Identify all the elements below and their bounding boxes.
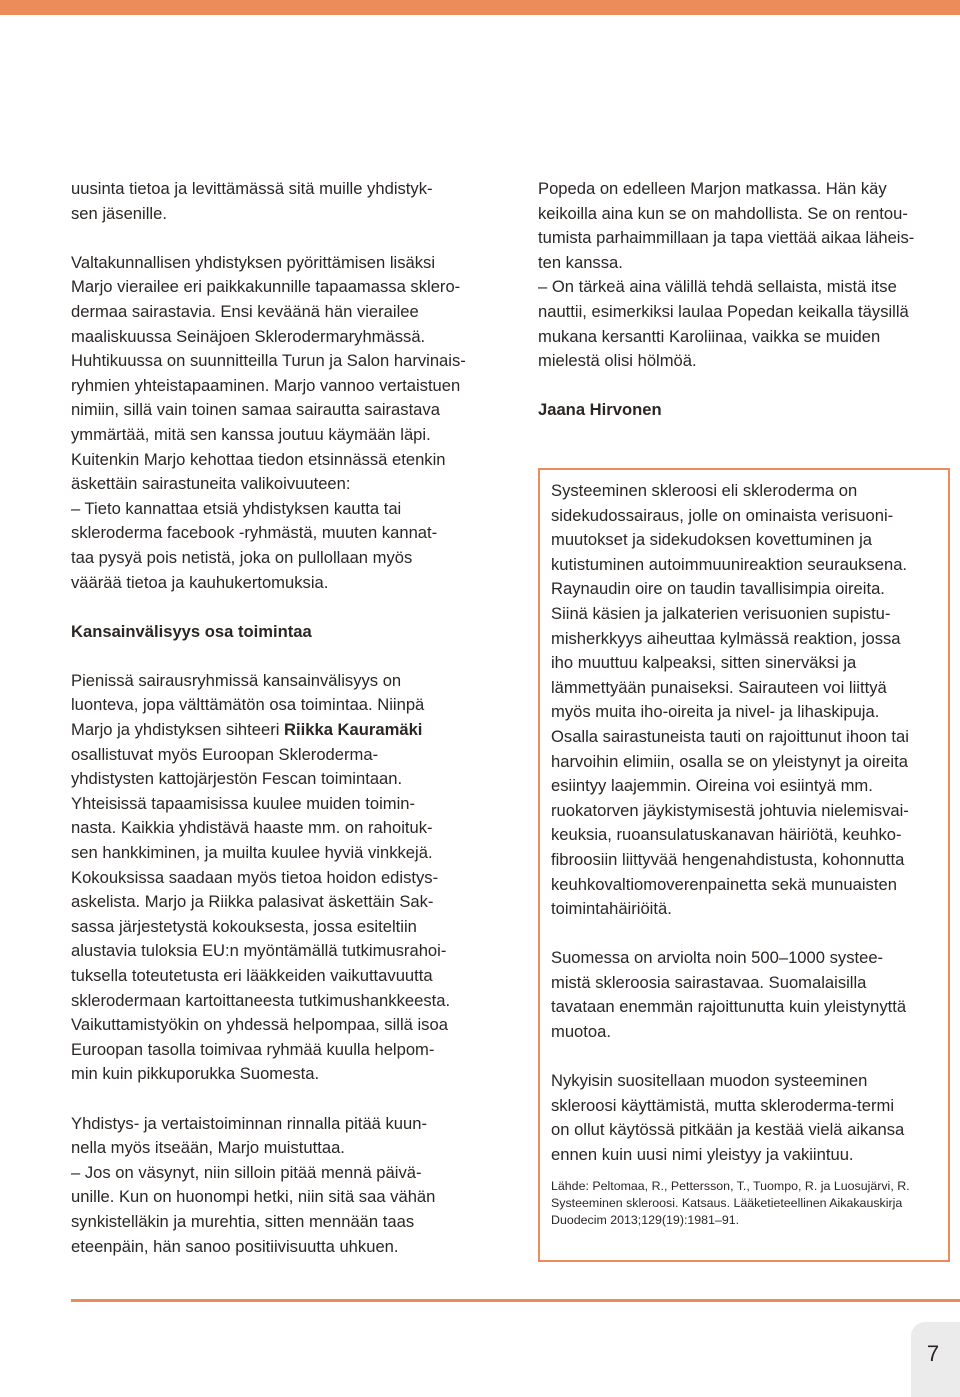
- bottom-divider: [71, 1299, 960, 1302]
- info-paragraph-2: Suomessa on arviolta noin 500–1000 systee- mistä skleroosia sairastavaa. Suomalaisilla tavataan enemmän rajoittunutta kuin yleistynyttä muotoa.: [551, 948, 907, 1042]
- left-paragraph-2: Valtakunnallisen yhdistyksen pyörittämisen lisäksi Marjo vierailee eri paikkakunnille tapaamassa sklero- dermaa sairastavia. Ensi keväänä hän vierailee maaliskuussa Seinäjoen Sklerodermaryhmässä. Huhtikuussa on suunnitteilla Turun ja Salon harvinais- ryhmien yhteistapaaminen. Marjo vannoo vertaistuen nimiin, sillä vain toinen samaa sairautta sairastava ymmärtää, mitä sen kanssa joutuu käymään läpi. Kuitenkin Marjo kehottaa tiedon etsinnässä etenkin äskettäin sairastuneita valikoivuuteen: – Tieto kannattaa etsiä yhdistyksen kautta tai skleroderma facebook -ryhmästä, muuten kannat- taa pysyä pois netistä, joka on pullollaan myös väärää tietoa ja kauhukertomuksia.: [71, 252, 466, 592]
- author-name: Jaana Hirvonen: [538, 400, 662, 420]
- page-number-tab: [911, 1322, 960, 1397]
- page-number: 7: [926, 1341, 940, 1366]
- right-column: [538, 177, 953, 423]
- section-heading: Kansainvälisyys osa toimintaa: [71, 621, 312, 641]
- left-paragraph-3: [71, 669, 491, 1087]
- top-accent-bar: [0, 0, 960, 15]
- bold-name: Riikka Kauramäki: [284, 720, 423, 740]
- left-paragraph-1: uusinta tietoa ja levittämässä sitä muille yhdistyk- sen jäsenille.: [71, 179, 433, 223]
- info-paragraph-1: Systeeminen skleroosi eli skleroderma on sidekudossairaus, jolle on ominaista verisuoni- muutokset ja sidekudoksen kovettuminen ja kutistuminen autoimmuunireaktion seurauksena. Raynaudin oire on taudin tavallisimpia oireita. Siinä käsien ja jalkaterien verisuonien supistu- misherkkyys aiheuttaa kylmässä reaktion, jossa iho muuttuu kalpeaksi, sitten sinerväksi ja lämmettyään punaiseksi. Sairauteen voi liittyä myös muita iho-oireita ja nivel- ja lihaskipuja. Osalla sairastuneista tauti on rajoittunut ihoon tai harvoihin elimiin, osalla se on yleistynyt ja oireita esiintyy laajemmin. Oireina voi esiintyä mm. ruokatorven jäykistymisestä johtuvia nielemisvai- keuksia, ruoansulatuskanavan häiriötä, keuhko- fibroosiin liittyvää hengenahdistusta, kohonnutta keuhkovaltiomoverenpainetta sekä munuaisten toimintahäiriöitä.: [551, 481, 909, 919]
- paragraph-3-text-end: osallistuvat myös Euroopan Skleroderma- yhdistysten kattojärjestön Fescan toimintaan. Yhteisissä tapaamisissa kuulee muiden toimin- nasta. Kaikkia yhdistävä haaste mm. on rahoituk- sen hankkiminen, ja muilta kuulee hyviä vinkkejä. Kokouksissa saadaan myös tietoa hoidon edistys- askelista. Marjo ja Riikka palasivat äskettäin Sak- sassa järjestetystä kokouksesta, jossa esiteltiin alustavia tuloksia EU:n myöntämällä tutkimusrahoi- tuksella toteutetusta eri lääkkeiden vaikuttavuutta sklerodermaan kartoittaneesta tutkimushankkeesta. Vaikuttamistyökin on yhdessä helpompaa, sillä isoa Euroopan tasolla toimivaa ryhmää kuulla helpom- min kuin pikkuporukka Suomesta.: [71, 744, 451, 1084]
- paragraph-3-text-start: Pienissä sairausryhmissä kansainvälisyys on luonteva, jopa välttämätön osa toimintaa. Niinpä Marjo ja yhdistyksen sihteeri: [71, 670, 425, 740]
- info-box: [538, 468, 950, 1262]
- info-box-content: [551, 479, 946, 1229]
- right-paragraph-1: Popeda on edelleen Marjon matkassa. Hän käy keikoilla aina kun se on mahdollista. Se on rentou- tumista parhaimmillaan ja tapa viettää aikaa läheis- ten kanssa. – On tärkeä aina välillä tehdä sellaista, mistä itse nauttii, esimerkiksi laulaa Popedan keikalla täysillä mukana kersantti Karoliinaa, vaikka se muiden mielestä olisi hölmöä.: [538, 179, 915, 371]
- left-paragraph-4: Yhdistys- ja vertaistoiminnan rinnalla pitää kuun- nella myös itseään, Marjo muistuttaa. – Jos on väsynyt, niin silloin pitää mennä päivä- unille. Kun on huonompi hetki, niin sitä saa vähän synkistelläkin ja murehtia, sitten mennään taas eteenpäin, hän sanoo positiivisuutta uhkuen.: [71, 1113, 436, 1256]
- info-paragraph-3: Nykyisin suositellaan muodon systeeminen skleroosi käyttämistä, mutta skleroderma-termi on ollut käytössä pitkään ja kestää vielä aikansa ennen kuin uusi nimi yleistyy ja vakiintuu.: [551, 1071, 905, 1165]
- source-reference: Lähde: Peltomaa, R., Pettersson, T., Tuompo, R. ja Luosujärvi, R. Systeeminen skleroosi. Katsaus. Lääketieteellinen Aikakauskirja Duodecim 2013;129(19):1981–91.: [551, 1178, 910, 1228]
- left-column: [71, 177, 491, 1259]
